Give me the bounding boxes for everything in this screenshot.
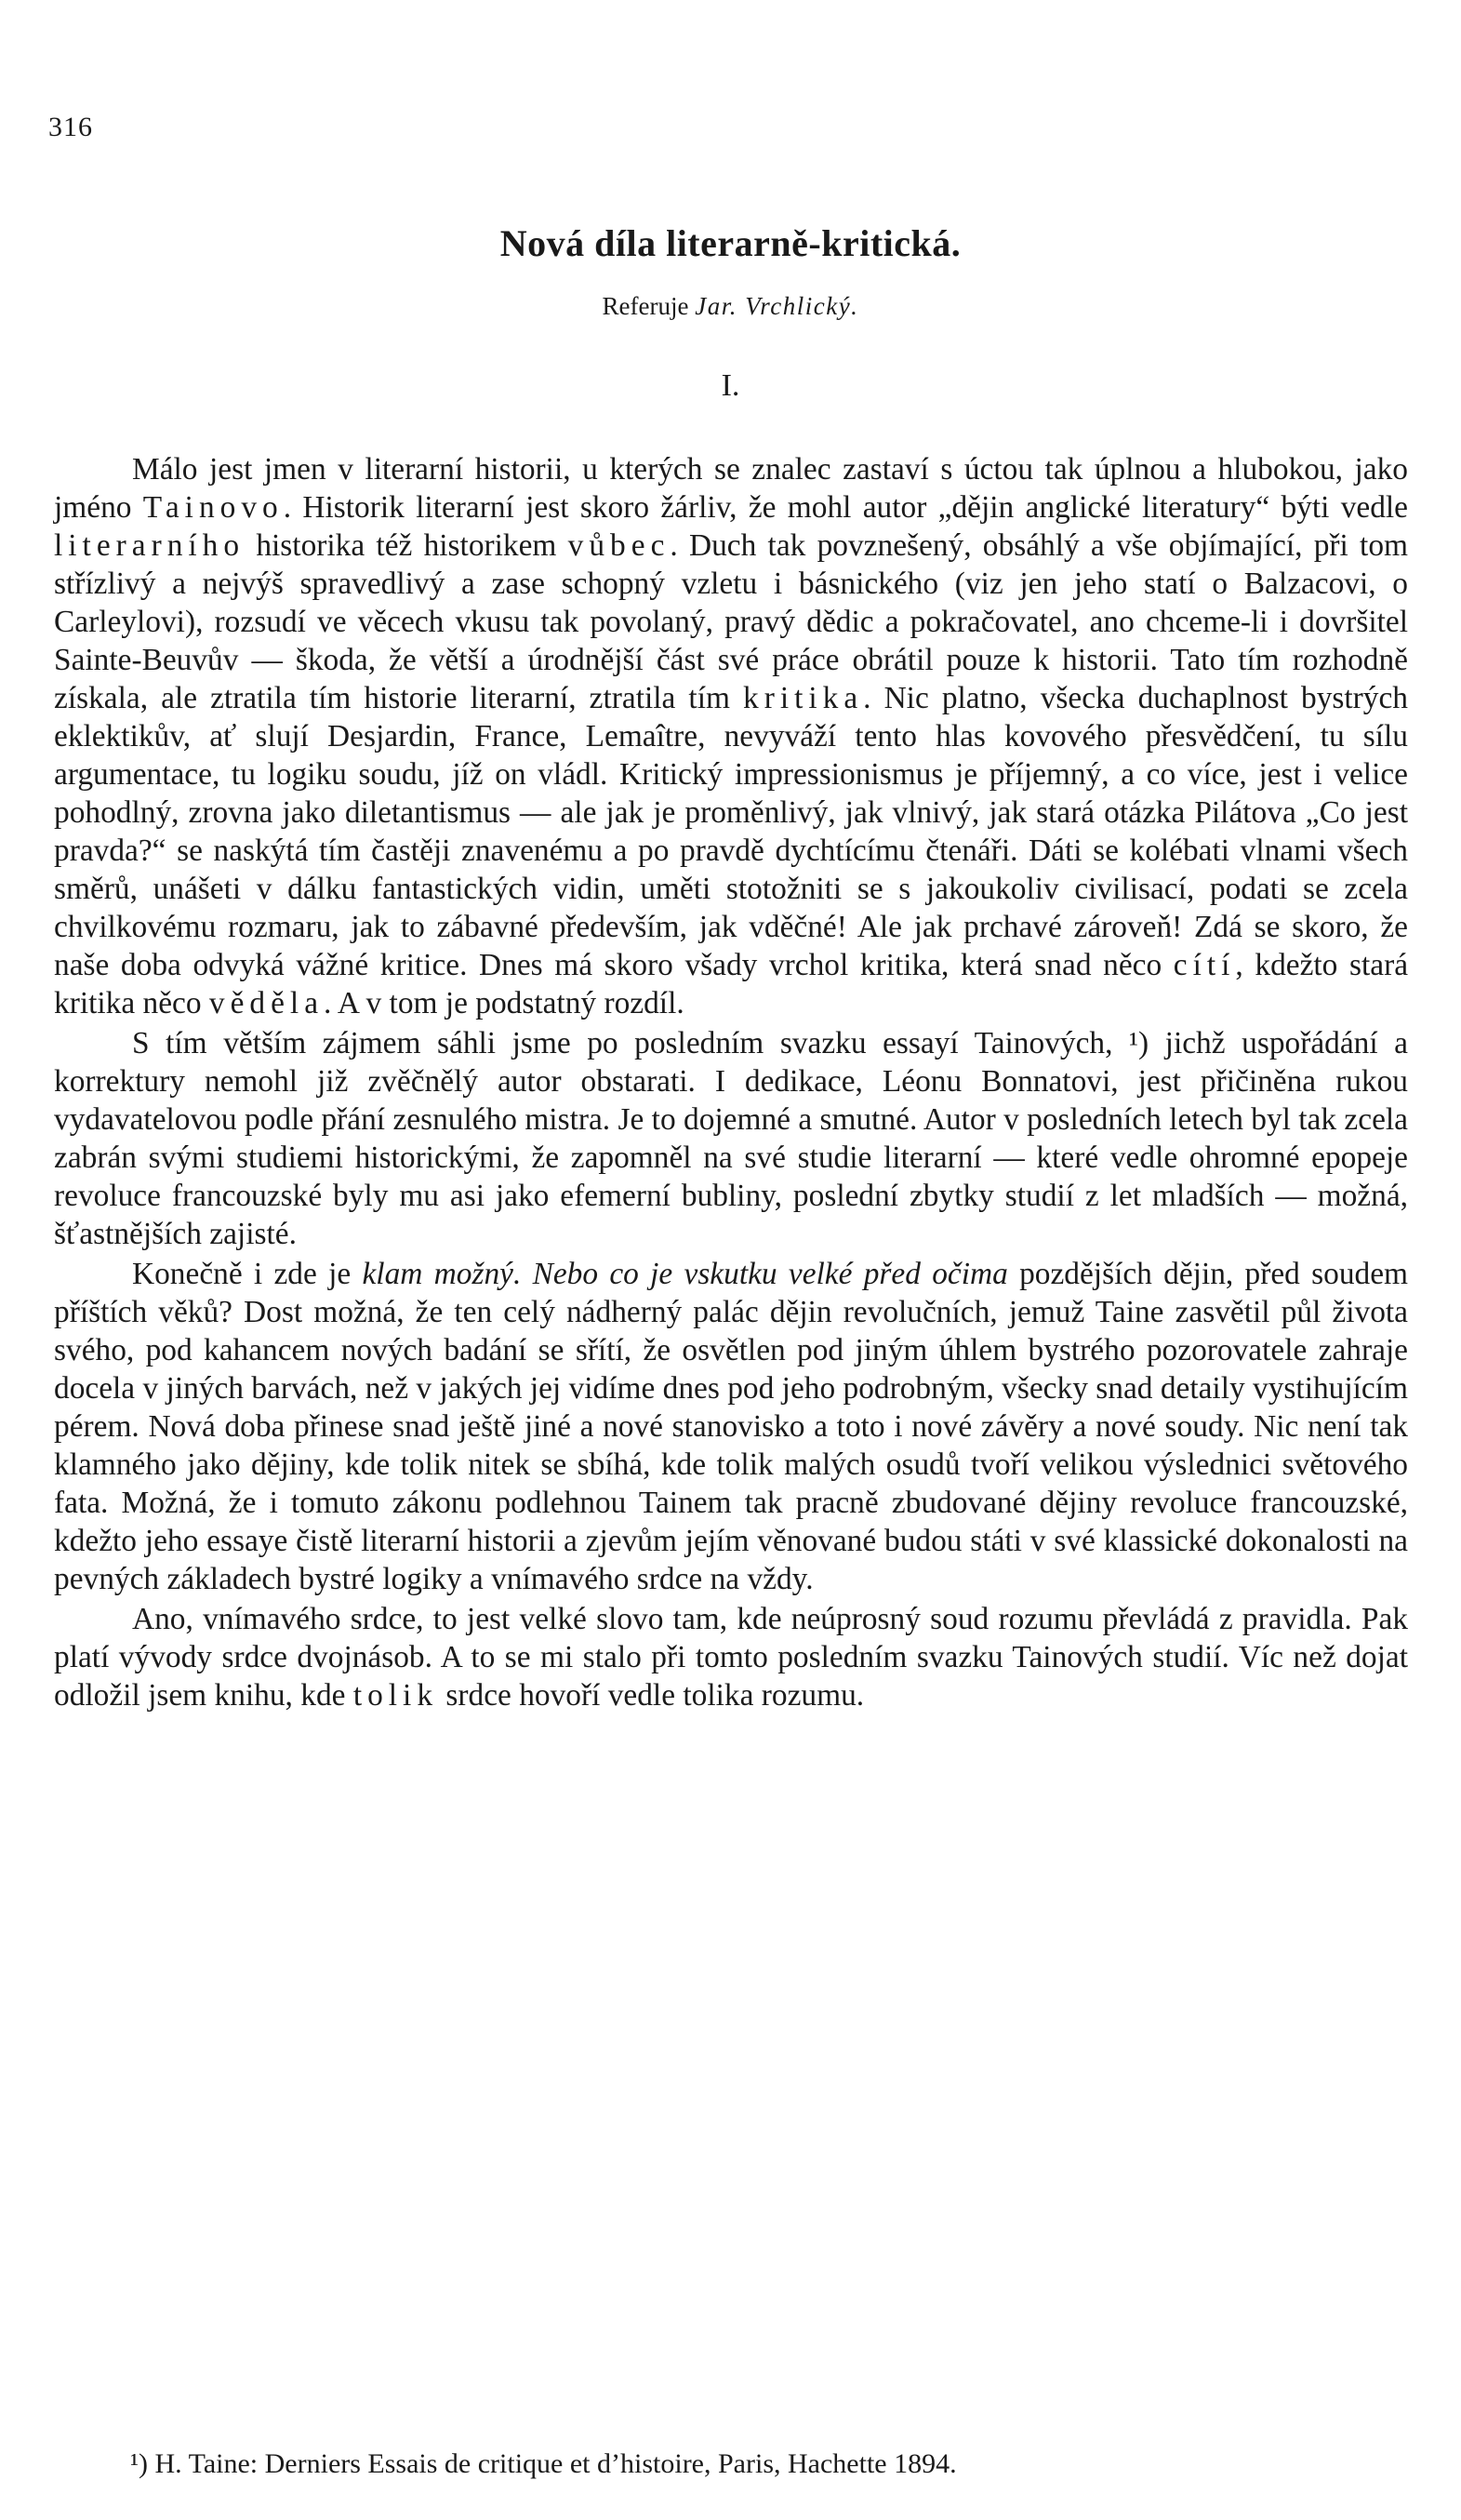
footnote: [130, 2447, 1404, 2482]
byline: [0, 292, 1461, 321]
section-numeral: I.: [721, 368, 740, 403]
spaced-word: věděla: [208, 986, 325, 1020]
text-run: . A v tom je podstatný rozdíl.: [324, 986, 684, 1020]
text-run: S tím větším zájmem sáhli jsme po posledním svazku essayí Tainových,: [132, 1026, 1129, 1060]
text-run: , kdežto stará kritika něco: [54, 948, 1409, 1020]
spaced-word: kritika: [743, 681, 864, 715]
article-body: [54, 450, 1408, 1716]
text-run: historika též historikem: [245, 528, 568, 563]
paragraph: [54, 1600, 1408, 1714]
byline-prefix: Referuje: [602, 292, 689, 320]
text-run: Málo jest jmen v literarní historii, u kterých se znalec zastaví s úctou tak úplnou a hlubokou, jako jméno: [54, 452, 1408, 525]
text-run: pozdějších dějin, před soudem příštích věků? Dost možná, že ten celý nádherný palác dějin revolučních, jemuž Taine zasvětil půl života svého, pod kahancem nových badání se sřítí, že osvětlen pod jiným úhlem bystrého pozorovatele zahraje docela v jiných barvách, než v jakých jej vidíme dnes pod jeho podrobným, všecky snad detaily vystihujícím pérem. Nová doba přinese snad ještě jiné a nové stanovisko a toto i nové závěry a nové soudy. Nic není tak klamného jako dějiny, kde tolik nitek se sbíhá, kde tolik malých osudů tvoří velikou výslednici světového fata. Možná, že i tomuto zákonu podlehnou Tainem tak pracně zbudované dějiny revoluce francouzské, kdežto jeho essaye čistě literarní historii a zjevům jejím věnované budou státi v své klassické dokonalosti na pevných základech bystré logiky a vnímavého srdce na vždy.: [54, 1257, 1409, 1596]
article-title: Nová díla literarně-kritická.: [499, 222, 962, 264]
spaced-word: literarního: [54, 528, 246, 563]
footnote-author: H. Taine:: [154, 2448, 259, 2479]
text-run: . Nic platno, všecka duchaplnost bystrých eklektikův, ať slují Desjardin, France, Lemaître, nevyváží tento hlas kovového přesvědčení, tu sílu argumentace, tu logiku soudu, jíž on vládl. Kritický impressionismus je příjemný, a co více, jest i velice pohodlný, zrovna jako diletantismus — ale jak je proměnlivý, jak vlnivý, jak stará otázka Pilátova „Co jest pravda?“ se naskýtá tím častěji znavenému a po pravdě dychtícímu čtenáři. Dáti se kolébati vlnami všech směrů, unášeti v dálku fantastických vidin, uměti stotožniti se s jakoukoliv civilisací, podati se zcela chvilkovému rozmaru, jak to zábavné především, jak vděčné! Ale jak prchavé zároveň! Zdá se skoro, že naše doba odvyká vážné kritice. Dnes má skoro všady vrchol kritika, která snad něco: [54, 681, 1408, 982]
text-run: . Duch tak povznešený, obsáhlý a vše objímající, při tom střízlivý a nejvýš spravedlivý a zase schopný vzletu i básnického (viz jen jeho statí o Balzacovi, o Carleylovi), rozsudí ve věcech vkusu tak povolaný, pravý dědic a pokračovatel, ano chceme-li i dovršitel Sainte-Beuvův — škoda, že větší a úrodnější část své práce obrátil pouze k historii. Tato tím rozhodně získala, ale ztratila tím historie literarní, ztratila tím: [54, 528, 1409, 715]
spaced-word: vůbec: [567, 528, 671, 563]
footnote-reference: ¹): [1129, 1026, 1149, 1060]
italic-phrase: klam možný. Nebo co je vskutku velké před očima: [362, 1257, 1008, 1291]
footnote-text: Derniers Essais de critique et d’histoire, Paris, Hachette 1894.: [264, 2448, 957, 2479]
spaced-word: cítí: [1173, 948, 1236, 982]
footnote-marker: ¹): [130, 2448, 148, 2479]
text-run: srdce hovoří vedle tolika rozumu.: [438, 1678, 865, 1713]
paragraph: [54, 1024, 1408, 1253]
text-run: . Historik literarní jest skoro žárliv, že mohl autor „dějin anglické literatury“ býti vedle: [283, 490, 1409, 525]
spaced-word: Tainovo: [142, 490, 284, 525]
text-run: Konečně i zde je: [132, 1257, 363, 1291]
text-run: Ano, vnímavého srdce, to jest velké slovo tam, kde neúprosný soud rozumu převládá z pravidla. Pak platí vývody srdce dvojnásob. A to se mi stalo při tomto posledním svazku Tainových studií. Víc než dojat odložil jsem knihu, kde: [54, 1602, 1408, 1713]
byline-author: Jar. Vrchlický.: [695, 292, 859, 320]
spaced-word: tolik: [352, 1678, 439, 1713]
page-number: 316: [48, 112, 93, 142]
text-run: jichž uspořádání a korrektury nemohl již zvěčnělý autor obstarati. I dedikace, Léonu Bonnatovi, jest přičiněna rukou vydavatelovou podle přání zesnulého mistra. Je to dojemné a smutné. Autor v posledních letech byl tak zcela zabrán svými studiemi historickými, že zapomněl na své studie literarní — které vedle ohromné epopeje revoluce francouzské byly mu asi jako efemerní bubliny, poslední zbytky studií z let mladších — možná, šťastnějších zajisté.: [54, 1026, 1408, 1251]
paragraph: [54, 1255, 1408, 1598]
paragraph: [54, 450, 1408, 1022]
